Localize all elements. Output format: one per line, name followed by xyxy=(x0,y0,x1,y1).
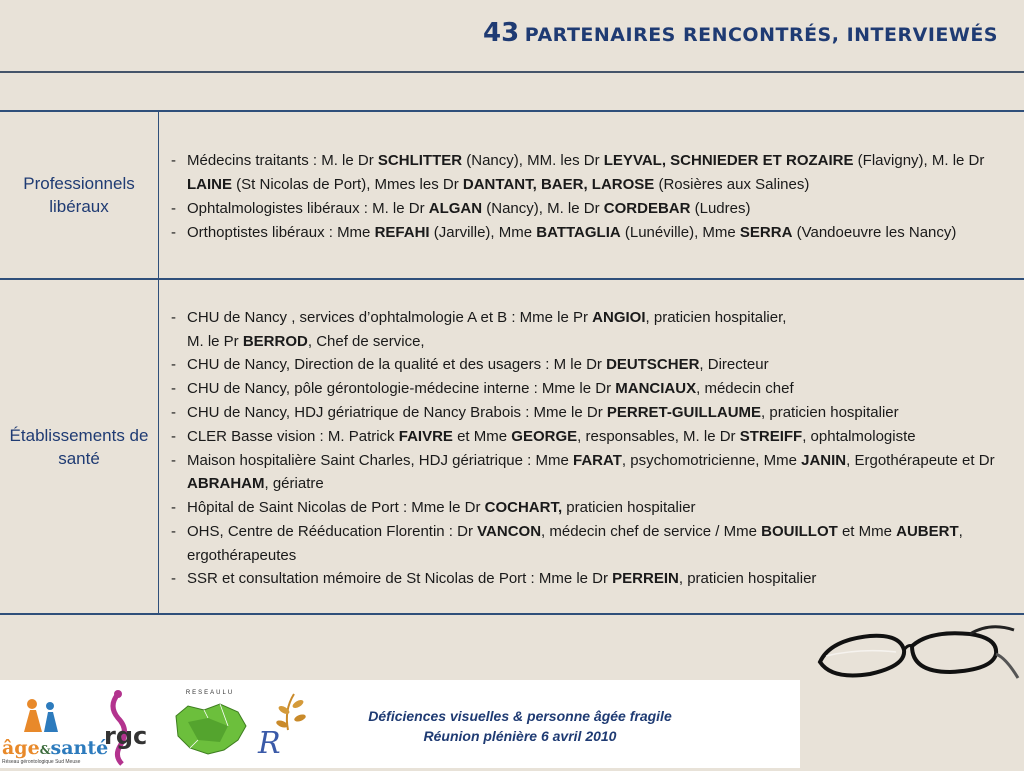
title-number: 43 xyxy=(483,18,519,48)
item-text: CHU de Nancy, pôle gérontologie-médecine interne : Mme le Dr xyxy=(187,380,615,397)
glasses-image xyxy=(800,600,1024,690)
list-item xyxy=(169,401,1012,425)
list-item xyxy=(169,567,1012,591)
partner-name: REFAHI xyxy=(375,224,430,241)
table-row xyxy=(0,279,1024,614)
partner-name: PERRET-GUILLAUME xyxy=(607,404,761,421)
item-text: CLER Basse vision : M. Patrick xyxy=(187,428,399,445)
item-text: (Flavigny), M. le Dr xyxy=(854,152,985,169)
item-text: , médecin chef xyxy=(696,380,794,397)
item-text: , praticien hospitalier, xyxy=(646,309,787,326)
item-text: , Chef de service, xyxy=(308,333,425,350)
table-row xyxy=(0,111,1024,279)
logo1-amp: & xyxy=(40,743,51,757)
list-item xyxy=(169,425,1012,449)
r-reseau-logo xyxy=(254,690,320,766)
age-sante-figures-icon xyxy=(2,694,86,734)
slide-title xyxy=(483,18,998,48)
item-text: , psychomotricienne, Mme xyxy=(622,452,801,469)
item-text: et Mme xyxy=(838,523,896,540)
item-text: OHS, Centre de Rééducation Florentin : Dr xyxy=(187,523,477,540)
partner-name: COCHART, xyxy=(485,499,563,516)
partner-name: BERROD xyxy=(243,333,308,350)
partner-name: CORDEBAR xyxy=(604,200,691,217)
category-cell: Professionnels libéraux xyxy=(0,111,159,279)
item-text: (Nancy), MM. les Dr xyxy=(462,152,604,169)
item-text: , ergothérapeutes xyxy=(187,523,963,564)
rgc-text: rgc xyxy=(104,722,147,750)
list-item xyxy=(169,197,1012,221)
item-text: Orthoptistes libéraux : Mme xyxy=(187,224,375,241)
partner-name: AUBERT xyxy=(896,523,959,540)
item-text: M. le Pr xyxy=(187,333,243,350)
list-item xyxy=(169,520,1012,568)
item-text: , responsables, M. le Dr xyxy=(577,428,740,445)
footer-line-2: Réunion plénière 6 avril 2010 xyxy=(340,726,700,746)
age-sante-logo xyxy=(2,694,86,766)
partner-name: FARAT xyxy=(573,452,622,469)
region-map-icon xyxy=(168,696,252,760)
item-text: (Ludres) xyxy=(690,200,750,217)
item-text: CHU de Nancy, HDJ gériatrique de Nancy Brabois : Mme le Dr xyxy=(187,404,607,421)
partner-name: SERRA xyxy=(740,224,793,241)
item-text: (Jarville), Mme xyxy=(430,224,537,241)
partner-name: BATTAGLIA xyxy=(536,224,620,241)
partner-name: SCHLITTER xyxy=(378,152,462,169)
item-text: CHU de Nancy, Direction de la qualité et des usagers : M le Dr xyxy=(187,356,606,373)
item-text: et Mme xyxy=(453,428,511,445)
item-text: Ophtalmologistes libéraux : M. le Dr xyxy=(187,200,429,217)
list-item xyxy=(169,496,1012,520)
item-text: , médecin chef de service / Mme xyxy=(541,523,761,540)
logo1-subtitle: Réseau gérontologique Sud Meuse xyxy=(2,759,86,765)
rgc-logo xyxy=(100,688,160,766)
partner-name: BOUILLOT xyxy=(761,523,838,540)
category-cell: Établissements de santé xyxy=(0,279,159,614)
reseaulu-logo xyxy=(168,690,252,766)
item-list xyxy=(169,149,1012,244)
item-text: Maison hospitalière Saint Charles, HDJ gériatrique : Mme xyxy=(187,452,573,469)
partner-name: GEORGE xyxy=(511,428,577,445)
item-list xyxy=(169,306,1012,592)
list-item xyxy=(169,377,1012,401)
title-text: PARTENAIRES RENCONTRÉS, INTERVIEWÉS xyxy=(525,24,998,46)
title-divider xyxy=(0,71,1024,73)
partner-name: LAINE xyxy=(187,176,232,193)
item-text: praticien hospitalier xyxy=(562,499,695,516)
partner-name: JANIN xyxy=(801,452,846,469)
footer-caption xyxy=(340,706,700,746)
partners-table xyxy=(0,110,1024,615)
item-text: (St Nicolas de Port), Mmes les Dr xyxy=(232,176,463,193)
item-text: , Directeur xyxy=(699,356,768,373)
partner-name: FAIVRE xyxy=(399,428,453,445)
item-text: Médecins traitants : M. le Dr xyxy=(187,152,378,169)
list-item xyxy=(169,353,1012,377)
list-item xyxy=(169,149,1012,197)
item-text: , ophtalmologiste xyxy=(802,428,915,445)
logo1-brand: santé xyxy=(51,737,109,759)
footer-right-area xyxy=(800,680,1024,768)
partner-name: DANTANT, BAER, LAROSE xyxy=(463,176,654,193)
partner-name: LEYVAL, SCHNIEDER ET ROZAIRE xyxy=(604,152,854,169)
footer-line-1: Déficiences visuelles & personne âgée fragile xyxy=(340,706,700,726)
item-text: , praticien hospitalier xyxy=(761,404,899,421)
logo1-main-text: âge xyxy=(2,737,40,759)
item-text: , Ergothérapeute et Dr xyxy=(846,452,994,469)
r-letter: R xyxy=(258,726,281,761)
partner-name: PERREIN xyxy=(612,570,679,587)
reseaulu-text: RESEAULU xyxy=(168,690,252,696)
list-item xyxy=(169,221,1012,245)
partner-name: VANCON xyxy=(477,523,541,540)
list-item xyxy=(169,306,1012,354)
item-text: SSR et consultation mémoire de St Nicolas de Port : Mme le Dr xyxy=(187,570,612,587)
partner-name: ANGIOI xyxy=(592,309,645,326)
item-text: , gériatre xyxy=(265,475,324,492)
partner-name: DEUTSCHER xyxy=(606,356,699,373)
partner-name: ABRAHAM xyxy=(187,475,265,492)
items-cell xyxy=(159,111,1024,279)
item-text: (Lunéville), Mme xyxy=(621,224,740,241)
partner-name: ALGAN xyxy=(429,200,482,217)
list-item xyxy=(169,449,1012,497)
item-text: CHU de Nancy , services d’ophtalmologie A et B : Mme le Pr xyxy=(187,309,592,326)
item-text: (Rosières aux Salines) xyxy=(654,176,809,193)
item-text: Hôpital de Saint Nicolas de Port : Mme le Dr xyxy=(187,499,485,516)
item-text: (Vandoeuvre les Nancy) xyxy=(792,224,956,241)
items-cell xyxy=(159,279,1024,614)
partner-name: STREIFF xyxy=(740,428,803,445)
item-text: , praticien hospitalier xyxy=(679,570,817,587)
partner-name: MANCIAUX xyxy=(615,380,696,397)
item-text: (Nancy), M. le Dr xyxy=(482,200,604,217)
